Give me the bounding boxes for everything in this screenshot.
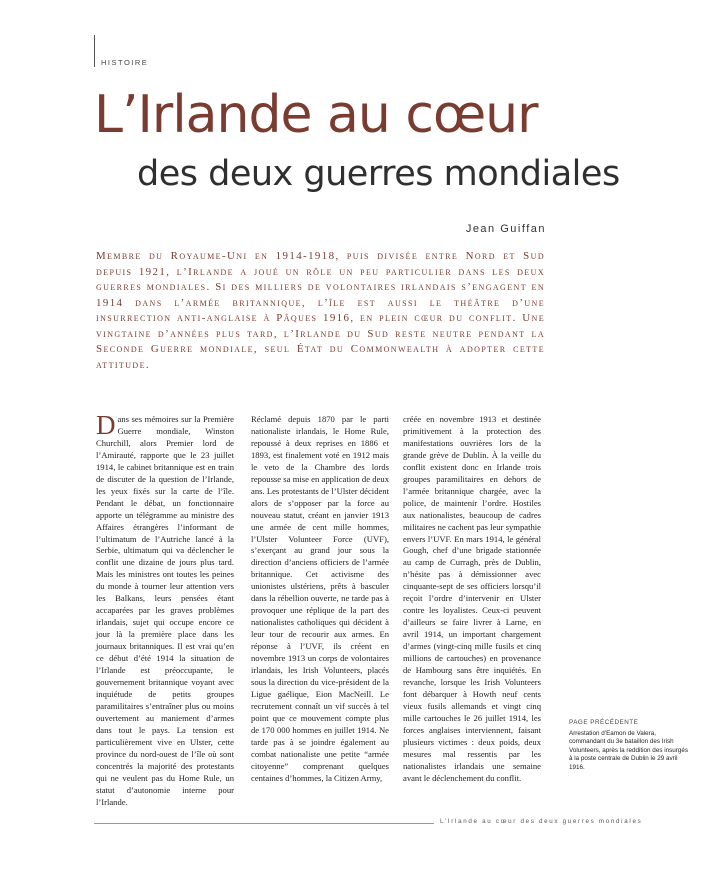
- drop-cap: D: [96, 410, 116, 440]
- lead-paragraph: Membre du Royaume-Uni en 1914-1918, puis divisée entre Nord et Sud depuis 1921, l’Irlande a joué un rôle un peu particulier dans les deux guerres mondiales. Si des milliers de volontaires irlandais s’engagent en 1914 dans l’armée britannique, l’île est aussi le théâtre d’une insurrection anti-anglaise à Pâques 1916, en plein cœur du conflit. Une vingtaine d’années plus tard, l’Irlande du Sud reste neutre pendant la Seconde Guerre mondiale, seul État du Commonwealth à adopter cette attitude.: [96, 250, 545, 371]
- column-2-text: Réclamé depuis 1870 par le parti nationaliste irlandais, le Home Rule, repoussé à deux reprises en 1886 et 1893, est finalement voté en 1912 mais le veto de la Chambre des lords repousse sa mise en application de deux ans. Les protestants de l’Ulster décident alors de s’opposer par la force au nouveau statut, créant en janvier 1913 une armée de cent mille hommes, l’Ulster Volunteer Force (UVF), s’exerçant au grand jour sous la direction d’anciens officiers de l’armée britannique. Cet activisme des unionistes ulstériens, prêts à basculer dans la rébellion ouverte, ne tarde pas à provoquer une réplique de la part des nationalistes catholiques qui décident à leur tour de recourir aux armes. En réponse à l’UVF, ils créent en novembre 1913 un corps de volontaires irlandais, les Irish Volunteers, placés sous la direction du vice-président de la Ligue gaélique, Eion MacNeill. Le recrutement connaît un vif succès à tel point que ce mouvement compte plus de 170 000 hommes en juillet 1914. Ne tarde pas à se joindre également au combat nationaliste une petite “armée citoyenne” comprenant quelques centaines d’hommes, la Citizen Army,: [251, 414, 389, 783]
- body-column-3: [403, 414, 541, 785]
- column-1-text: ans ses mémoires sur la Première Guerre mondiale, Winston Churchill, alors Premier lord de l’Amirauté, rapporte que le 23 juillet 1914, le cabinet britannique est en train de discuter de la question de l’Irlande, les yeux fixés sur la carte de l’île. Pendant le débat, un fonctionnaire apporte un télégramme au ministre des Affaires étrangères l’informant de l’ultimatum de l’Autriche lancé à la Serbie, ultimatum qui va déclencher le conflit une dizaine de jours plus tard. Mais les ministres ont toutes les peines du monde à tourner leur attention vers les Balkans, leurs pensées étant accaparées par les graves problèmes irlandais, sujet qui occupe encore ce jour là la première place dans les journaux britanniques. Il est vrai qu’en ce début d’été 1914 la situation de l’Irlande est préoccupante, le gouvernement britannique voyant avec inquiétude de petits groupes paramilitaires s’entraîner plus ou moins ouvertement au maniement d’armes dans tout le pays. La tension est particulièrement vive en Ulster, cette province du nord-ouest de l’île où sont concentrés la majorité des protestants qui ne veulent pas du Home Rule, un statut d’autonomie interne pour l’Irlande.: [96, 414, 234, 807]
- caption-text: Arrestation d’Eamon de Valera, commandant du 3e bataillon des Irish Volunteers, après la reddition des insurgés à la poste centrale de Dublin le 29 avril 1916.: [569, 729, 689, 771]
- footer-rule: [94, 823, 434, 824]
- author-name: Jean Guiffan: [465, 223, 546, 235]
- photo-caption: [569, 719, 689, 773]
- body-column-1: [96, 410, 234, 808]
- article-subtitle: des deux guerres mondiales: [137, 154, 620, 194]
- article-title: L’Irlande au cœur: [94, 85, 538, 145]
- rubric-rule: [94, 35, 95, 67]
- section-rubric: HISTOIRE: [101, 58, 149, 67]
- caption-heading: PAGE PRÉCÉDENTE: [569, 719, 639, 726]
- column-3-text: créée en novembre 1913 et destinée primitivement à la protection des manifestations ouvrières lors de la grande grève de Dublin. À la veille du conflit existent donc en Irlande trois groupes paramilitaires en dehors de l’armée britannique chargée, avec la police, de maintenir l’ordre. Hostiles aux nationalistes, beaucoup de cadres militaires ne cachent pas leur sympathie envers l’UVF. En mars 1914, le général Gough, chef d’une brigade stationnée au camp de Curragh, près de Dublin, n’hésite pas à démissionner avec cinquante-sept de ses officiers lorsqu’il reçoit l’ordre d’intervenir en Ulster contre les loyalistes. Ceux-ci peuvent d’ailleurs se faire livrer à Larne, en avril 1914, un important chargement d’armes (vingt-cinq mille fusils et cinq millions de cartouches) en provenance de Hambourg sans être inquiétés. En revanche, lorsque les Irish Volunteers font débarquer à Howth neuf cents vieux fusils allemands et vingt cinq mille cartouches le 26 juillet 1914, les forces anglaises interviennent, faisant plusieurs victimes : deux poids, deux mesures mal ressentis par les nationalistes irlandais une semaine avant le déclenchement du conflit.: [403, 414, 541, 783]
- body-column-2: [251, 414, 389, 785]
- running-footer: L’Irlande au cœur des deux guerres mondiales: [440, 818, 643, 825]
